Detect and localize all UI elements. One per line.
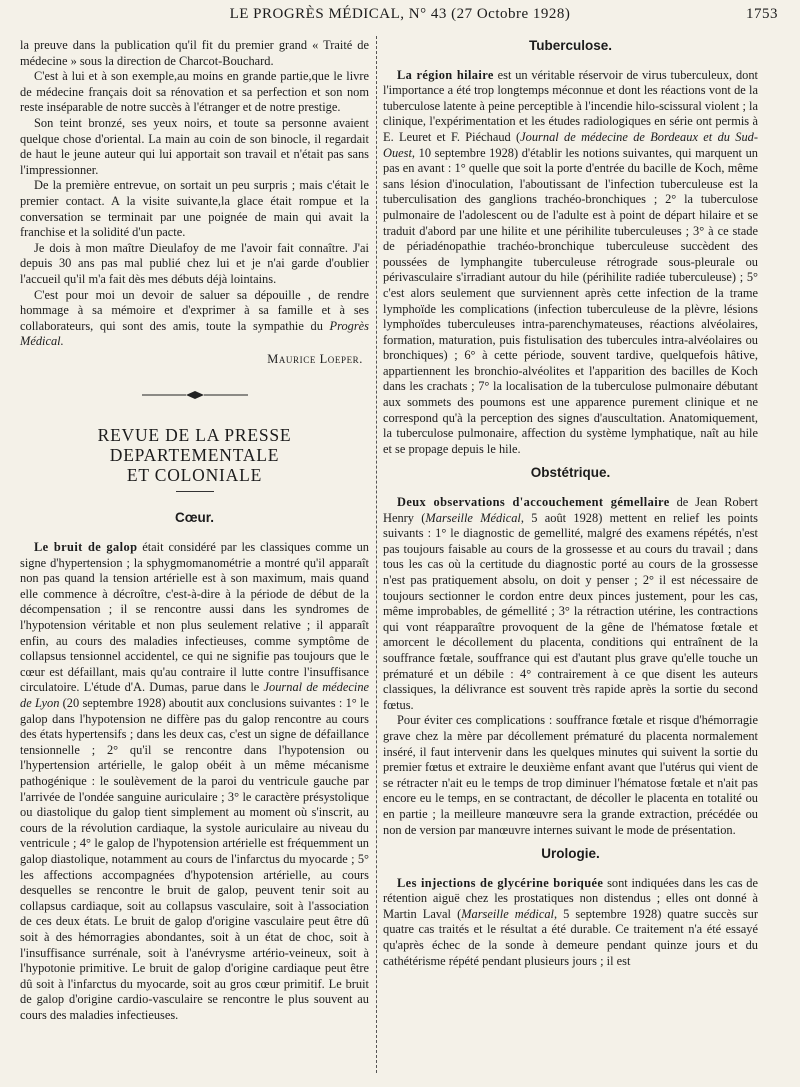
subsection-heading: Cœur.: [175, 510, 214, 526]
section-title-line: ET COLONIALE: [126, 465, 263, 486]
section-title: [20, 425, 369, 485]
paragraph: Je dois à mon maître Dieulafoy de me l'avoir fait connaître. J'ai depuis 30 ans pas mal publié chez lui et je n'ai garde d'oublier l'accueil qu'il m'a fait dès mes débuts déjà lointains.: [20, 240, 369, 286]
journal-title: LE PROGRÈS MÉDICAL, N° 43 (27 Octobre 1928): [229, 6, 571, 22]
journal-name: Marseille Médical: [425, 510, 521, 525]
paragraph-text: était considéré par les classiques comme un signe d'hypertension ; la sphygmomanométrie a montré qu'il apparaît non pas quand la tension artérielle est à son maximum, mais quand elle commence à décroître, c'est-à-dire à la période de début de la décompensation ; il se rencontre aussi dans les syndromes de l'hypotension véritable et non plus seulement relative ; il apparaît enfin, au cours des maladies infectieuses, comme symptôme de collapsus tensionnel accidentel, ce qui ne signifie pas toujours que le cœur est défaillant, mais qu'au contraire il lutte contre l'insuffisance circulatoire. L'étude d'A. Dumas, parue dans le: [20, 540, 369, 695]
paragraph-text: est un véritable réservoir de virus tuberculeux, dont l'importance a été trop longtemps méconnue et dont les réactions vont de la tuberculose latente à peine perceptible à l'incendie hilo-scissural violent ; la clinique, l'expérimentation et les études radiologiques en série ont permis à E. Leuret et F. Piéchaud (: [383, 67, 758, 144]
paragraph: Son teint bronzé, ses yeux noirs, et toute sa personne avaient quelque chose d'oriental. La main au coin de son binocle, il regardait de haut le jeune auteur qui lui apportait son travail et n'était pas sans l'impressionner.: [20, 115, 369, 177]
paragraph: [20, 288, 369, 350]
subsection-heading: Urologie.: [541, 846, 600, 862]
paragraph-text: , 5 août 1928) mettent en relief les points suivants : 1° le diagnostic de gemellité, malgré des examens répétés, n'est pas toujours faisable au cours de la grossesse et au cours du travail ; dans tous les cas où la certitude du diagnostic porté au cours de la grossesse n'est pas pratiquement absolu, on doit y penser ; 2° il est nécessaire de toujours sectionner le cordon entre deux pinces justement, pour les cas, même improbables, de gémellité ; 3° la rétraction utérine, les contractions qui vont réapparaître provoquent de la gêne de l'hématose fœtale et amorcent le décollement du placenta, conditions qui entraînent de la souffrance fœtale, souffrance qui est d'autant plus grave qu'elle touche un prématuré et un débile : 4° contrairement à ce que disent les auteurs classiques, la délivrance est souvent très rapide après la sortie du second fœtus.: [383, 510, 758, 712]
left-column: [20, 38, 369, 1077]
paragraph: [20, 540, 369, 1023]
paragraph: De la première entrevue, on sortait un peu surpris ; mais c'était le premier contact. A la visite suivante,la glace était rompue et la conversation se terminait par une poignée de main qui avait la franchise et la solidité d'un pacte.: [20, 178, 369, 240]
paragraph-text: de Jean Robert Henry (: [383, 495, 758, 525]
paragraph: C'est à lui et à son exemple,au moins en grande partie,que le livre de médecine français doit sa rénovation et sa perfection et son nom reste inséparable de notre succès à l'étranger et de notre prestige.: [20, 69, 369, 115]
lead-phrase: Deux observations d'accouchement gémellaire: [397, 495, 670, 510]
author-signature: Maurice Loeper.: [267, 351, 363, 366]
journal-name: Journal de médecine de Bordeaux et du Sud-Ouest: [383, 129, 759, 160]
column-divider: [376, 36, 377, 1073]
paragraph-text: , 5 septembre 1928) quatre succès sur quatre cas traités et le résultat a été durable. Ce traitement n'a été essayé qu'après échec de la sonde à demeure pendant quinze jours et du cathétérisme répété pendant plusieurs jours ; il est: [383, 906, 758, 968]
paragraph: [383, 876, 758, 970]
paragraph: la preuve dans la publication qu'il fit du premier grand « Traité de médecine » sous la direction de Charcot-Bouchard.: [20, 38, 369, 68]
running-header: [22, 6, 778, 28]
lead-phrase: Le bruit de galop: [34, 540, 138, 555]
paragraph: Pour éviter ces complications : souffrance fœtale et risque d'hémorragie grave chez la mère par décollement prématuré du placenta normalement inséré, il faut intervenir dans les quelques minutes qui suivent la sortie du premier fœtus et extraire le deuxième enfant avant que l'utérus qui vient de se rétracter n'ait eu le temps de trop diminuer l'hématose fœtale et n'ait pas encore eu le temps, en se contractant, de décoller le placenta en totalité ou en partie ; la meilleure manœuvre sera la grande extraction, précédée ou non de version par manœuvre internes suivant le mode de présentation.: [383, 713, 758, 837]
paragraph-text: (20 septembre 1928) aboutit aux conclusions suivantes : 1° le galop dans l'hypotension ne diffère pas du galop rencontre au cours des états hypertensifs ; dans les deux cas, c'est un signe de défaillance tensionnelle ; 2° qu'il se rencontre dans l'hypotension ou l'hypertension artérielle, le galop obéit à un même mécanisme pathogénique : le soulèvement de la paroi du ventricule gauche par l'arrivée de l'ondée sanguine auriculaire ; 3° le caractère présystolique ou diastolique du galop tient simplement au moment où s'inscrit, au cours de la révolution cardiaque, la systole auriculaire au niveau du ventricule ; 4° le galop de l'hypotension artérielle est fréquemment un galop diastolique, notamment au cours de l'infarctus du myocarde ; 5° les affections accompagnées d'hypotension artérielle, au cours desquelles se rencontre le bruit de galop, peuvent tenir soit au collapsus cardiaque, soit au collapsus vasculaire, soit à l'association de ces deux états. Le bruit de galop d'origine vasculaire peut être dû soit à des hémorragies abondantes, soit à un état de choc, soit à l'insuffisance surrénale, soit à l'anévrysme artério-veineux, soit à l'hypotonie primitive. Le bruit de galop d'origine cardiaque peut être dû soit à l'infarctus du myocarde, soit au gros cœur primitif. Le bruit de galop d'origine cardio-vasculaire se rencontre le plus souvent au cours des maladies infectieuses.: [20, 696, 369, 1022]
journal-name: Progrès Médical.: [20, 318, 369, 349]
paragraph: [383, 495, 758, 713]
journal-name: Marseille médical: [461, 906, 554, 921]
lead-phrase: Les injections de glycérine boriquée: [397, 875, 604, 890]
paragraph-text: sont indiquées dans les cas de rétention aiguë chez les prostatiques non distendus ; elles ont donné à Martin Laval (: [383, 875, 758, 921]
paragraph-text: , 10 septembre 1928) d'établir les notions suivantes, qui marquent un pas en avant : 1° quelle que soit la porte d'entrée du bacille de Koch, même sans lésion d'inoculation, l'aboutissant de l'infection tuberculeuse est la tuberculisation des ganglions trachéo-bronchiques ; 2° la tuberculose pulmonaire de l'adolescent ou de l'adulte est à point de départ hilaire et se traduit d'abord par une hilite et une périhilite tuberculeuses ; 3° à ce stade de périadénopathie trachéo-bronchique tuberculeuse succèdent des poussées de lymphangite tuberculeuse rétrograde sous-pleurale ou périvasculaire s'irradiant autour du hile (périhilite radiée tuberculeuse) ; 5° c'est alors seulement que surviennent après cette infection de la trame lymphoïde les complications (infection tuberculeuse de la plèvre, lésions lymphoïdes tuberculeuses intra-parenchymateuses, réactions alvéolaires, formation, maturation, puis fistulisation des tubercules intra-alvéolaires ou bronchiques) ; 6° à cette période, souvent tardive, quelquefois hâtive, appartiennent les bronchio-alvéolites et l'apparition des bacilles de Koch dans les crachats ; 7° la localisation de la tuberculose pulmonaire débutant aux sommets des poumons est une apparence purement clinique et ne correspond qu'à la perception des signes d'auscultation. Anatomiquement, la tuberculose pulmonaire, affection du système lymphatique, naît au hile et se propage depuis le hile.: [383, 145, 758, 456]
title-rule: [176, 491, 214, 492]
lead-phrase: La région hilaire: [397, 67, 494, 82]
right-column: [383, 38, 758, 1077]
paragraph: [383, 68, 758, 458]
section-title-line: REVUE DE LA PRESSE DEPARTEMENTALE: [97, 425, 292, 466]
ornament-divider: [140, 389, 250, 401]
subsection-heading: Obstétrique.: [530, 465, 611, 481]
subsection-heading: Tuberculose.: [528, 38, 613, 53]
journal-name: Journal de médecine de Lyon: [20, 680, 370, 710]
page-number: 1753: [746, 6, 778, 22]
paragraph-text: C'est pour moi un devoir de saluer sa dépouille , de rendre hommage à sa mémoire et d'exprimer à sa famille et à ses collaborateurs, qui sont des amis, toute la sympathie du: [20, 287, 369, 333]
